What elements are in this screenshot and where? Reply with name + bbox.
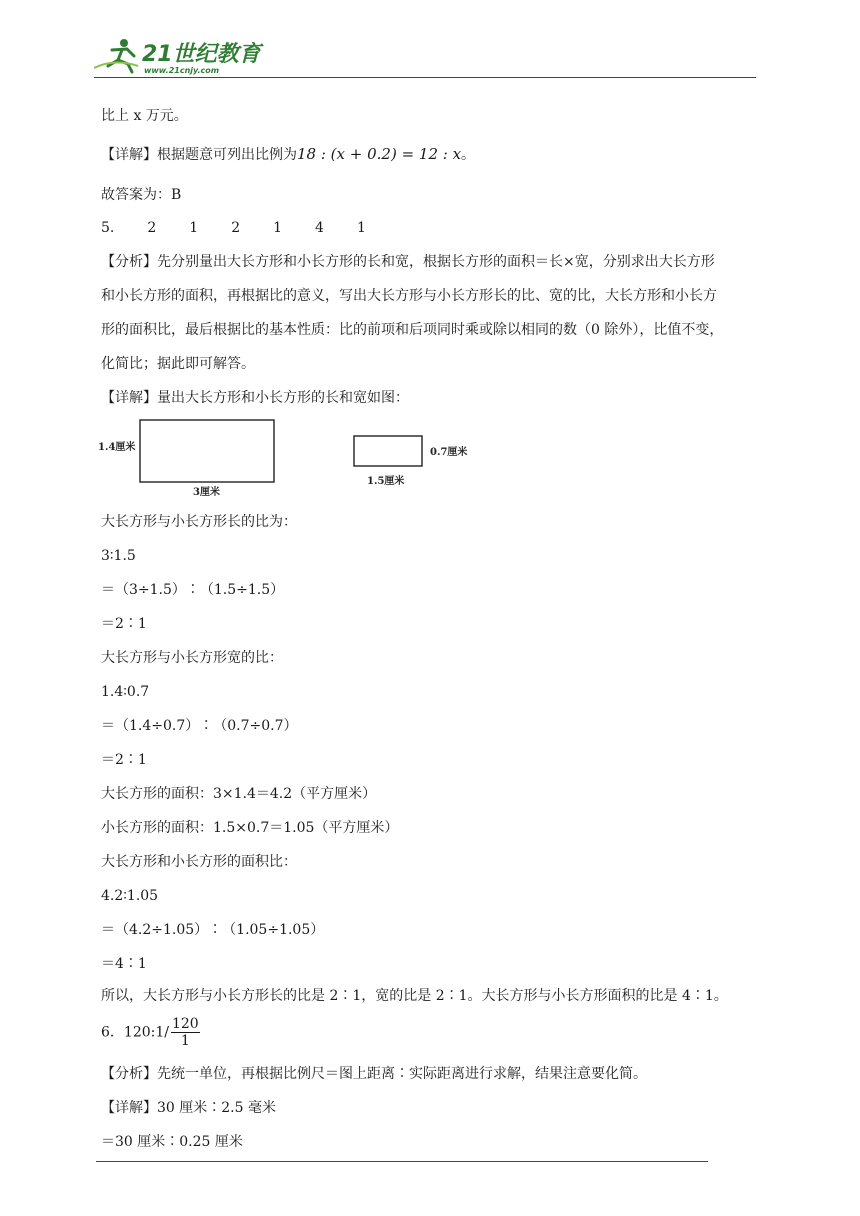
text-line: 4.2∶1.05 xyxy=(101,888,159,904)
brand-text: 21世纪教育 xyxy=(142,42,261,67)
header-rule xyxy=(94,77,756,78)
text-line: 小长方形的面积：1.5×0.7＝1.05（平方厘米） xyxy=(101,820,399,836)
text-line: 大长方形与小长方形宽的比： xyxy=(101,650,283,666)
text-line: 大长方形与小长方形长的比为： xyxy=(101,514,297,530)
brand-logo xyxy=(94,36,264,76)
big-rect-width-label: 3厘米 xyxy=(193,487,220,498)
runner-icon xyxy=(94,39,138,72)
text-line: ＝4∶1 xyxy=(101,956,147,972)
text-line: 大长方形的面积：3×1.4＝4.2（平方厘米） xyxy=(101,786,377,802)
big-rectangle xyxy=(140,420,274,482)
big-rect-height-label: 1.4厘米 xyxy=(98,442,136,453)
text-line: 大长方形和小长方形的面积比： xyxy=(101,854,297,870)
small-rectangle xyxy=(354,436,422,466)
text-line: 形的面积比，最后根据比的基本性质：比的前项和后项同时乘或除以相同的数（0 除外），比值不变， xyxy=(101,322,724,338)
text-line: 【详解】量出大长方形和小长方形的长和宽如图： xyxy=(101,390,409,406)
text-line: ＝30 厘米∶0.25 厘米 xyxy=(101,1134,243,1150)
text-line: 1.4∶0.7 xyxy=(101,684,150,700)
text-line: 【详解】30 厘米∶2.5 毫米 xyxy=(101,1100,276,1116)
text-line: ＝（3÷1.5）∶（1.5÷1.5） xyxy=(101,582,285,598)
rectangles-figure xyxy=(98,412,478,502)
text-line: 【分析】先分别量出大长方形和小长方形的长和宽，根据长方形的面积＝长×宽，分别求出大长方形 xyxy=(101,254,715,270)
text-line: 所以，大长方形与小长方形长的比是 2∶1，宽的比是 2∶1。大长方形与小长方形面积的比是 4∶1。 xyxy=(101,988,728,1004)
text-line: 化简比；据此即可解答。 xyxy=(101,356,255,372)
small-rect-height-label: 0.7厘米 xyxy=(430,447,468,458)
footer-rule xyxy=(96,1161,708,1162)
text-line: 【详解】根据题意可列出比例为18 : (x + 0.2) = 12 : x。 xyxy=(101,145,476,163)
text-line: 比上 x 万元。 xyxy=(101,108,188,124)
text-line: 和小长方形的面积，再根据比的意义，写出大长方形与小长方形长的比、宽的比，大长方形和小长方 xyxy=(101,288,717,304)
page-header xyxy=(94,30,756,80)
text-line: 故答案为：B xyxy=(101,187,182,203)
answer-row-q5: 5. 2 1 2 1 4 1 xyxy=(101,220,366,236)
fraction: $\frac{120}{1}$ xyxy=(171,1016,199,1049)
text-line: ＝（4.2÷1.05）∶（1.05÷1.05） xyxy=(101,922,325,938)
text-line: 3∶1.5 xyxy=(101,548,136,564)
proportion-formula: 18 : (x + 0.2) = 12 : x xyxy=(297,145,462,163)
answer-row-q6: 6．120:1/ $\frac{120}{1}$ xyxy=(101,1016,199,1049)
text-line: 【分析】先统一单位，再根据比例尺＝图上距离∶实际距离进行求解，结果注意要化简。 xyxy=(101,1066,647,1082)
text-line: ＝2∶1 xyxy=(101,616,147,632)
brand-url: www.21cnjy.com xyxy=(144,66,220,75)
text-line: ＝2∶1 xyxy=(101,752,147,768)
small-rect-width-label: 1.5厘米 xyxy=(367,476,405,487)
text-line: ＝（1.4÷0.7）∶（0.7÷0.7） xyxy=(101,718,298,734)
